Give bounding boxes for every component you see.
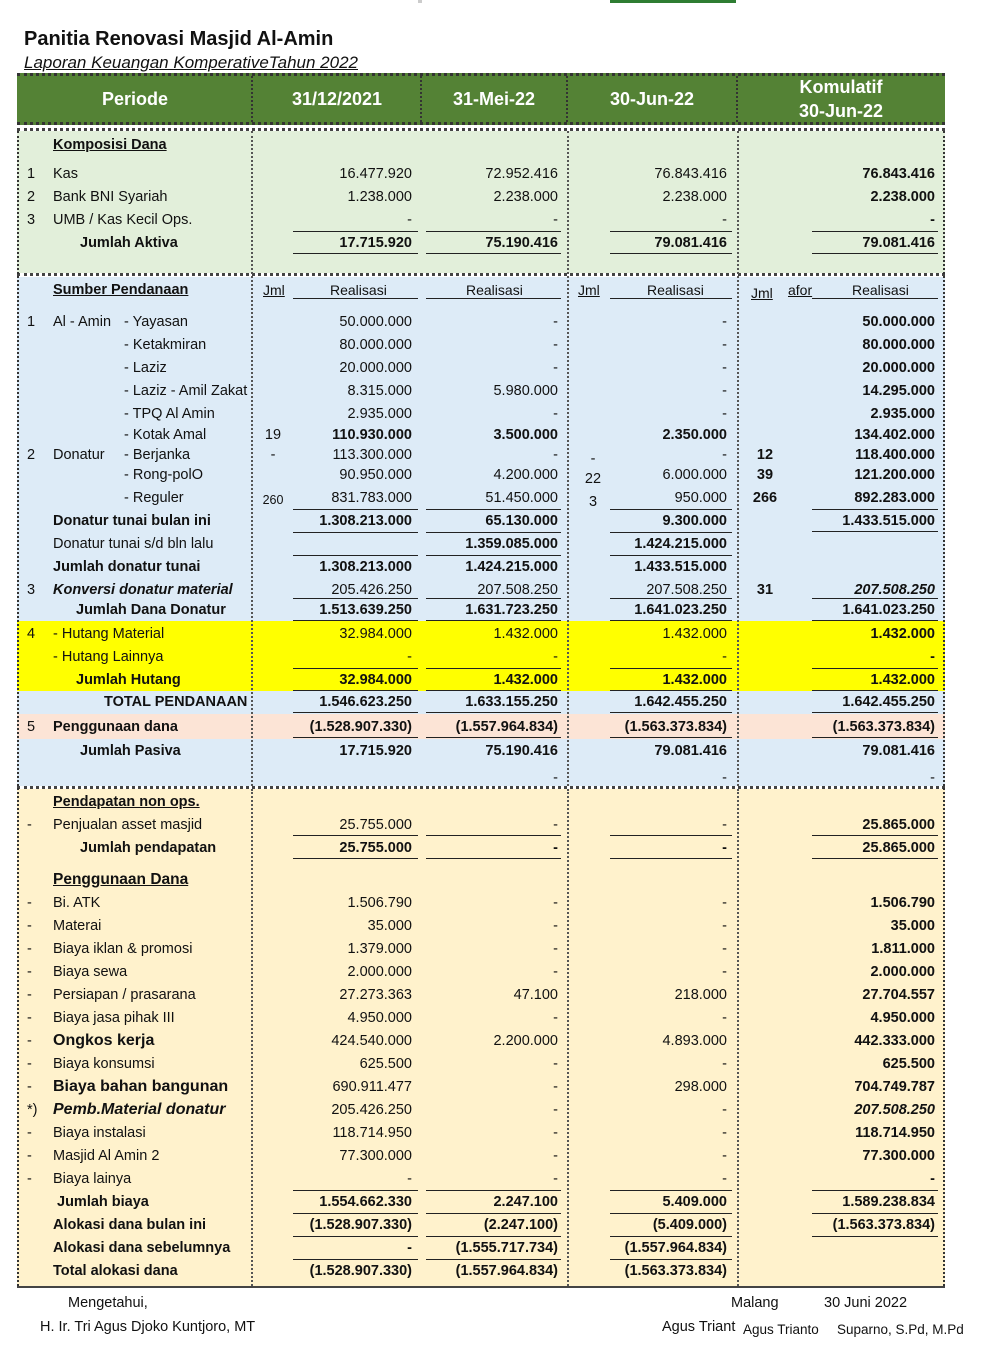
- header-col-komulatif: Komulatif 30-Jun-22: [798, 77, 884, 121]
- jumlah-biaya-row: Jumlah biaya 1.554.662.330 2.247.100 5.409.000 1.589.238.834: [57, 1194, 935, 1210]
- tunai-bulan-row: Donatur tunai bulan ini 1.308.213.000 65.130.000 9.300.000 1.433.515.000: [53, 513, 935, 529]
- konversi-row: 3 Konversi donatur material 205.426.250 207.508.250 207.508.250 31 207.508.250: [27, 582, 935, 598]
- sumber-header-row: Sumber Pendanaan Jml Realisasi Realisasi Jml Realisasi Jml afor Realisasi: [17, 279, 945, 301]
- table-row: - Materai 35.000 - - 35.000: [27, 918, 935, 934]
- sumber-row: - TPQ Al Amin 2.935.000 - - 2.935.000: [124, 406, 935, 422]
- jumlah-pasiva-row: Jumlah Pasiva 17.715.920 75.190.416 79.081.416 79.081.416: [80, 743, 935, 759]
- alokasi-sebelum-row: Alokasi dana sebelumnya - (1.555.717.734) (1.557.964.834): [53, 1240, 727, 1256]
- aktiva-title: Komposisi Dana: [53, 137, 167, 153]
- jumlah-donatur-row: Jumlah Dana Donatur 1.513.639.250 1.631.723.250 1.641.023.250 1.641.023.250: [76, 602, 935, 618]
- tunai-lalu-row: Donatur tunai s/d bln lalu 1.359.085.000 1.424.215.000: [53, 536, 727, 552]
- total-pendanaan-row: TOTAL PENDANAAN 1.546.623.250 1.633.155.250 1.642.455.250 1.642.455.250: [104, 694, 935, 710]
- footer-signatory-4: Suparno, S.Pd, M.Pd: [837, 1322, 964, 1337]
- table-row: - Biaya iklan & promosi 1.379.000 - - 1.811.000: [27, 941, 935, 957]
- sumber-row: - Rong-polO 90.950.000 4.200.000 22 6.000.000 39 121.200.000: [124, 467, 935, 487]
- footer-signatory-1: H. Ir. Tri Agus Djoko Kuntjoro, MT: [40, 1319, 256, 1335]
- aktiva-row: 3 UMB / Kas Kecil Ops. - - - -: [27, 212, 935, 228]
- sumber-row: - Kotak Amal 19 110.930.000 3.500.000 2.350.000 134.402.000: [124, 427, 935, 443]
- footer-date: 30 Juni 2022: [824, 1295, 908, 1311]
- sumber-row: - Laziz - Amil Zakat 8.315.000 5.980.000 - 14.295.000: [124, 383, 935, 399]
- report-title: Panitia Renovasi Masjid Al-Amin: [24, 28, 334, 50]
- sumber-row: - Berjanka - 113.300.000 - - - 12 118.400.000: [124, 447, 935, 467]
- hutang-total-row: Jumlah Hutang 32.984.000 1.432.000 1.432.000 1.432.000: [76, 672, 935, 688]
- header-col-2021: 31/12/2021: [291, 89, 383, 109]
- table-row: - Persiapan / prasarana 27.273.363 47.100 218.000 27.704.557: [27, 987, 935, 1003]
- pendapatan-title: Pendapatan non ops.: [53, 794, 200, 810]
- footer-signatory-3: Agus Trianto: [743, 1322, 819, 1337]
- header-col-mei: 31-Mei-22: [452, 89, 536, 109]
- alokasi-bulan-row: Alokasi dana bulan ini (1.528.907.330) (2.247.100) (5.409.000) (1.563.373.834): [53, 1217, 935, 1233]
- penggunaan-dana-row: 5 Penggunaan dana (1.528.907.330) (1.557.964.834) (1.563.373.834) (1.563.373.834): [27, 719, 935, 735]
- sumber-row: - Laziz 20.000.000 - - 20.000.000: [124, 360, 935, 376]
- footer-signatory-2: Agus Triant: [662, 1319, 736, 1335]
- aktiva-row: 1 Kas 16.477.920 72.952.416 76.843.416 76.843.416: [27, 166, 935, 182]
- hutang-row: - Hutang Lainnya - - - -: [53, 649, 935, 665]
- sumber-row: - Reguler 260 831.783.000 51.450.000 3 950.000 266 892.283.000: [124, 490, 935, 510]
- table-row: - Ongkos kerja 424.540.000 2.200.000 4.893.000 442.333.000: [27, 1032, 935, 1049]
- table-row: - Masjid Al Amin 2 77.300.000 - - 77.300.000: [27, 1148, 935, 1164]
- difference-row: - - -: [553, 770, 935, 786]
- jumlah-tunai-row: Jumlah donatur tunai 1.308.213.000 1.424.215.000 1.433.515.000: [53, 559, 727, 575]
- aktiva-row: 2 Bank BNI Syariah 1.238.000 2.238.000 2.238.000 2.238.000: [27, 189, 935, 205]
- table-row: - Biaya konsumsi 625.500 - - 625.500: [27, 1056, 935, 1072]
- pendapatan-total-row: Jumlah pendapatan 25.755.000 - - 25.865.000: [80, 840, 935, 856]
- table-row: - Bi. ATK 1.506.790 - - 1.506.790: [27, 895, 935, 911]
- biaya-title: Penggunaan Dana: [53, 871, 189, 888]
- aktiva-total-row: Jumlah Aktiva 17.715.920 75.190.416 79.081.416 79.081.416: [80, 235, 935, 251]
- header-col-jun: 30-Jun-22: [609, 89, 695, 109]
- table-row: - Biaya sewa 2.000.000 - - 2.000.000: [27, 964, 935, 980]
- sumber-row: - Yayasan 50.000.000 - - 50.000.000: [124, 314, 935, 330]
- sumber-title: Sumber Pendanaan: [53, 282, 189, 298]
- table-header: [17, 73, 945, 125]
- table-row: - Biaya jasa pihak III 4.950.000 - - 4.950.000: [27, 1010, 935, 1026]
- table-row: - Biaya instalasi 118.714.950 - - 118.714.950: [27, 1125, 935, 1141]
- table-row: - Biaya bahan bangunan 690.911.477 - 298.000 704.749.787: [27, 1078, 935, 1095]
- hutang-row: - Hutang Material 32.984.000 1.432.000 1.432.000 1.432.000: [53, 626, 935, 642]
- footer-city: Malang: [731, 1295, 779, 1311]
- table-row: *) Pemb.Material donatur 205.426.250 - - 207.508.250: [27, 1101, 935, 1118]
- total-alokasi-row: Total alokasi dana (1.528.907.330) (1.557.964.834) (1.563.373.834): [53, 1263, 727, 1279]
- header-periode: Periode: [101, 89, 169, 109]
- table-row: - Biaya lainya - - - -: [27, 1171, 935, 1187]
- footer-mengetahui: Mengetahui,: [68, 1295, 148, 1311]
- pendapatan-row: - Penjualan asset masjid 25.755.000 - - 25.865.000: [27, 817, 935, 833]
- sumber-row: - Ketakmiran 80.000.000 - - 80.000.000: [124, 337, 935, 353]
- report-subtitle: Laporan Keuangan KomperativeTahun 2022: [24, 53, 358, 72]
